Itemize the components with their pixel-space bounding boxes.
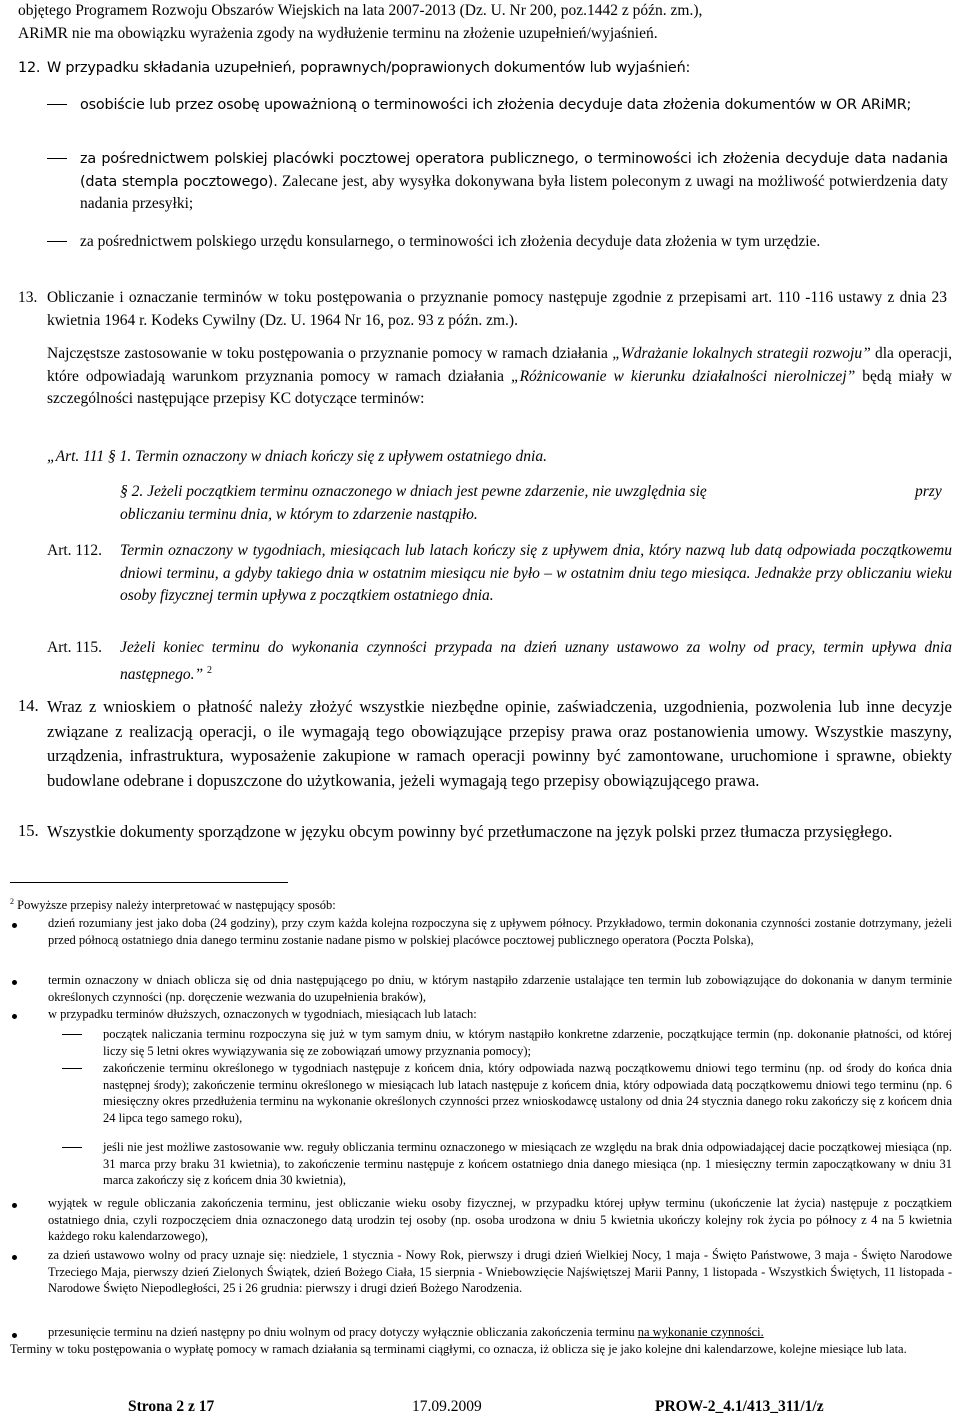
footer-doc-code: PROW-2_4.1/413_311/1/z xyxy=(655,1398,824,1415)
item-12-dash-2 xyxy=(80,148,948,216)
footnote-bullet-2: termin oznaczony w dniach oblicza się od dnia następującego po dniu, w którym nastąpiło zdarzenie ustalające ten termin lub zobowiązujące do dokonania w danym terminie określonych czynności (np. doręczenie wezwania do uzupełnienia braków), xyxy=(48,973,952,1004)
footnote-ref: 2 xyxy=(206,664,212,676)
measure-name-1: „Wdrażanie lokalnych strategii rozwoju” xyxy=(612,345,871,362)
footnote-closing: Terminy w toku postępowania o wypłatę pomocy w ramach działania są terminami ciągłymi, co oznacza, iż oblicza się je jako kolejne dni kalendarzowe, kolejne miesiące lub lata. xyxy=(10,1342,907,1356)
footnote-sub-3: jeśli nie jest możliwe zastosowanie ww. reguły obliczania terminu oznaczonego w miesiącach ze względu na brak dnia odpowiadającej dacie początkowej miesiąca (np. 31 marca przy braku 31 kwietnia), to zakończenie terminu następuje z końcem ostatniego dnia danego miesiąca (np. 1 miesięczny termin zapoczątkowany w dniu 31 marca zakończy się z końcem dnia 30 kwietnia), xyxy=(103,1140,952,1187)
bullet-icon xyxy=(12,980,17,985)
footnote-mark: 2 xyxy=(10,897,14,906)
footer-date: 17.09.2009 xyxy=(412,1398,482,1415)
bullet-icon xyxy=(12,1014,17,1019)
bullet-icon xyxy=(12,1333,17,1338)
footnote-bullet-3: w przypadku terminów dłuższych, oznaczonych w tygodniach, miesiącach lub latach: xyxy=(48,1007,477,1021)
footnote-bullet-6-text: przesunięcie terminu na dzień następny po dniu wolnym od pracy dotyczy wyłącznie obliczania zakończenia terminu xyxy=(48,1325,638,1339)
item-14-text: Wraz z wnioskiem o płatność należy złożyć wszystkie niezbędne opinie, zaświadczenia, uzgodnienia, pozwolenia lub inne decyzje związane z realizacją operacji, o ile wymagają tego obowiązujące przepisy prawa oraz postanowienia umowy. Wszystkie maszyny, urządzenia, infrastruktura, wyposażenie zakupione w ramach operacji powinny być zamontowane, uruchomione i sprawne, obiekty budowlane odebrane i dopuszczone do użytkowania, jeżeli wymagają tego przepisy obowiązującego prawa. xyxy=(47,697,952,790)
footnote-bullet-6 xyxy=(48,1324,952,1341)
bullet-icon xyxy=(12,1203,17,1208)
item-12-dash-3: za pośrednictwem polskiego urzędu konsularnego, o terminowości ich złożenia decyduje data złożenia w tym urzędzie. xyxy=(80,233,821,250)
item-13-text: Obliczanie i oznaczanie terminów w toku postępowania o przyznanie pomocy następuje zgodnie z przepisami art. 110 -116 ustawy z dnia 23 kwietnia 1964 r. Kodeks Cywilny (Dz. U. 1964 Nr 16, poz. 93 z późn. zm.). xyxy=(47,289,947,329)
item-12-intro: W przypadku składania uzupełnień, poprawnych/poprawionych dokumentów lub wyjaśnień: xyxy=(47,60,691,76)
art-111-par-1: „Art. 111 § 1. Termin oznaczony w dniach kończy się z upływem ostatniego dnia. xyxy=(47,448,547,465)
item-12-dash-2b: Zalecane jest, aby wysyłka dokonywana była listem poleconym z uwagi na możliwość potwierdzenia daty nadania przesyłki; xyxy=(80,172,949,212)
dash-marker xyxy=(47,241,67,242)
footnote-sub-1: początek naliczania terminu rozpoczyna się już w tym samym dniu, w którym nastąpiło konkretne zdarzenie, początkujące termin (np. dokonanie płatności, od której liczy się 5 letni okres wywiązywania się ze zobowiązań umowy przyznania pomocy); xyxy=(103,1027,952,1058)
continuation-line-1: objętego Programem Rozwoju Obszarów Wiejskich na lata 2007-2013 (Dz. U. Nr 200, poz.1442 z późn. zm.), xyxy=(18,2,703,19)
art-115-text xyxy=(120,637,952,686)
art-115-body: Jeżeli koniec terminu do wykonania czynności przypada na dzień uznany ustawowo za wolny od pracy, termin upływa dnia następnego.” xyxy=(120,639,952,683)
dash-marker xyxy=(62,1068,82,1069)
item-15-number: 15. xyxy=(18,821,39,840)
measure-name-2: „Różnicowanie w kierunku działalności nierolniczej” xyxy=(510,367,856,385)
footnote-bullet-6-underlined: na wykonanie czynności. xyxy=(637,1325,764,1339)
art-112-text: Termin oznaczony w tygodniach, miesiącach lub latach kończy się z upływem dnia, który nazwą lub datą odpowiada początkowemu dniowi terminu, a gdyby takiego dnia w ostatnim miesiącu nie było – w ostatnim dniu tego miesiąca. Jednakże przy obliczaniu wieku osoby fizycznej termin upływa z początkiem ostatniego dnia. xyxy=(120,542,952,604)
item-12-number: 12. xyxy=(18,60,41,76)
item-13-paragraph xyxy=(47,343,952,411)
dash-marker xyxy=(47,104,67,105)
bullet-icon xyxy=(12,1255,17,1260)
art-111-par-2c: obliczaniu terminu dnia, w którym to zdarzenie nastąpiło. xyxy=(120,506,478,523)
continuation-text xyxy=(18,0,938,45)
item-12-dash-2a: za pośrednictwem polskiej placówki pocztowej operatora publicznego, o terminowości ich złożenia decyduje data nadania (data stempla pocztowego). xyxy=(80,151,948,190)
item-13-p1a: Najczęstsze zastosowanie w toku postępowania o przyznanie pomocy w ramach działania xyxy=(47,345,613,362)
footnote-sub-2: zakończenie terminu określonego w tygodniach następuje z końcem dnia, który odpowiada nazwą początkowemu dniowi tego terminu (np. od środy do końca dnia następnej środy); zakończenie terminu określonego w miesiącach lub latach następuje z końcem dnia, który odpowiada datą początkowemu dniowi tego terminu (np. 6 miesięczny okres przedłużenia terminu na wykonanie określonych czynności przez wnioskodawcę ustalony od dnia 24 stycznia danego roku zakończy się z końcem dnia 24 lipca tego samego roku), xyxy=(103,1061,952,1125)
item-13-p1c: dla operacji, które odpowiadają warunkom przyznania pomocy w ramach działania xyxy=(47,345,952,385)
footnote-bullet-5: za dzień ustawowo wolny od pracy uznaje się: niedziele, 1 stycznia - Nowy Rok, pierwszy i drugi dzień Wielkiej Nocy, 1 maja - Święto Państwowe, 3 maja - Święto Narodowe Trzeciego Maja, pierwszy dzień Zielonych Świątek, dzień Bożego Ciała, 15 sierpnia - Wniebowzięcie Najświętszej Marii Panny, 1 listopada - Wszystkich Świętych, 11 listopada - Narodowe Święto Niepodległości, 25 i 26 grudnia: pierwszy i drugi dzień Bożego Narodzenia. xyxy=(48,1248,952,1295)
footnote-intro xyxy=(10,894,950,914)
item-12-dash-1: osobiście lub przez osobę upoważnioną o terminowości ich złożenia decyduje data złożenia dokumentów w OR ARiMR; xyxy=(80,97,912,113)
art-112-label: Art. 112. xyxy=(47,542,102,559)
item-13-number: 13. xyxy=(18,289,38,306)
item-15-text: Wszystkie dokumenty sporządzone w języku obcym powinny być przetłumaczone na język polski przez tłumacza przysięgłego. xyxy=(47,822,893,841)
art-115-label: Art. 115. xyxy=(47,639,102,656)
footnote-bullet-1: dzień rozumiany jest jako doba (24 godziny), przy czym każda kolejna rozpoczyna się z upływem północy. Przykładowo, termin dokonania czynności zostanie dotrzymany, jeżeli przed północą ostatniego dnia danego terminu zostanie nadane pismo w polskiej placówce pocztowej publicznego operatora (Poczta Polska), xyxy=(48,916,952,947)
footer-page-number: Strona 2 z 17 xyxy=(128,1398,215,1415)
item-14-number: 14. xyxy=(18,696,39,715)
continuation-line-2: ARiMR nie ma obowiązku wyrażenia zgody na wydłużenie terminu na złożenie uzupełnień/wyjaśnień. xyxy=(18,24,658,42)
art-111-par-2a: § 2. Jeżeli początkiem terminu oznaczonego w dniach jest pewne zdarzenie, nie uwzględnia się xyxy=(120,483,707,500)
dash-marker xyxy=(62,1034,82,1035)
footnote-intro-text: Powyższe przepisy należy interpretować w następujący sposób: xyxy=(17,898,336,913)
footnote-separator xyxy=(10,882,288,883)
item-13-p1e: będą miały w szczególności następujące przepisy KC dotyczące terminów: xyxy=(47,367,952,407)
footnote-bullet-4: wyjątek w regule obliczania zakończenia terminu, jest obliczanie wieku osoby fizycznej, w przypadku której upływ terminu (ukończenie lat życia) następuje z początkiem ostatniego dnia, czyli rozpoczęciem dnia oznaczonego datą urodzin tej osoby (np. osoba urodzona w dniu 5 kwietnia ukończy kolejny rok życia po północy z 4 na 5 kwietnia każdego roku kalendarzowego), xyxy=(48,1196,952,1243)
dash-marker xyxy=(47,158,67,159)
dash-marker xyxy=(62,1147,82,1148)
bullet-icon xyxy=(12,923,17,928)
art-111-par-2b: przy xyxy=(915,483,942,500)
